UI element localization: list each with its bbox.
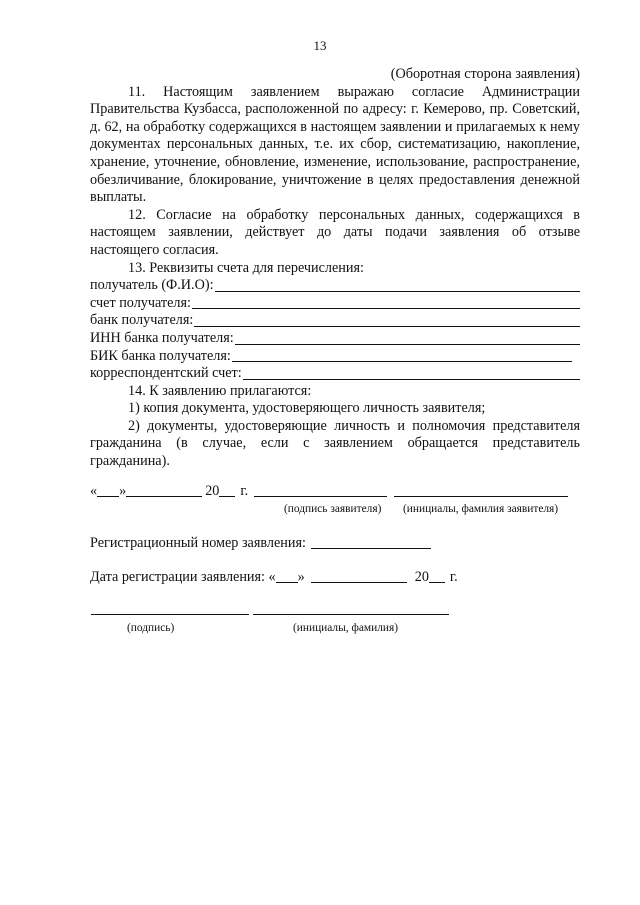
recipient-line[interactable] xyxy=(215,291,580,292)
reg-month-blank[interactable] xyxy=(311,581,407,583)
paragraph-14: 14. К заявлению прилагаются: xyxy=(128,382,312,399)
reg-day-blank[interactable] xyxy=(276,581,298,583)
page-number: 13 xyxy=(313,38,327,53)
attachment-item-1: 1) копия документа, удостоверяющего личность заявителя; xyxy=(128,400,486,417)
registration-number-line[interactable] xyxy=(311,547,431,549)
bank-line[interactable] xyxy=(194,326,580,327)
recipient-label: получатель (Ф.И.О): xyxy=(90,277,214,294)
paragraph-13: 13. Реквизиты счета для перечисления: xyxy=(128,259,364,276)
registrar-name-caption: (инициалы, фамилия) xyxy=(293,622,399,634)
applicant-signature-line[interactable] xyxy=(254,495,387,497)
account-label: счет получателя: xyxy=(90,294,191,311)
applicant-name-line[interactable] xyxy=(394,495,568,497)
reg-year-suffix: г. xyxy=(449,569,458,585)
corr-account-label: корреспондентский счет: xyxy=(90,365,242,382)
bik-line[interactable] xyxy=(232,361,572,362)
registrar-signature-line[interactable] xyxy=(91,614,249,615)
recipient-field[interactable] xyxy=(90,277,580,295)
bik-label: БИК банка получателя: xyxy=(90,347,231,364)
reg-quote-close: » xyxy=(297,569,305,585)
date-quote-close: » xyxy=(119,483,127,499)
paragraph-12: 12. Согласие на обработку персональных данных, содержащихся в настоящем заявлении, действует до даты подачи заявления об отзыве настоящего согласия. xyxy=(90,206,580,258)
inn-field[interactable] xyxy=(90,330,580,348)
bank-label: банк получателя: xyxy=(90,312,194,329)
reg-year-prefix: 20 xyxy=(414,569,429,585)
inn-label: ИНН банка получателя: xyxy=(90,329,234,346)
applicant-name-caption: (инициалы, фамилия заявителя) xyxy=(403,503,559,515)
application-back-side xyxy=(90,66,580,471)
inn-line[interactable] xyxy=(235,344,580,345)
registration-date-row xyxy=(90,569,580,586)
registrar-name-line[interactable] xyxy=(253,614,449,615)
corr-account-field[interactable] xyxy=(90,365,580,383)
applicant-signature-caption: (подпись заявителя) xyxy=(284,503,382,515)
year-suffix: г. xyxy=(240,483,249,499)
account-field[interactable] xyxy=(90,295,580,313)
year-blank[interactable] xyxy=(219,495,235,497)
bik-field[interactable] xyxy=(90,348,572,366)
applicant-signature-row xyxy=(90,483,580,500)
registration-number-row xyxy=(90,535,580,552)
registrar-signature-caption: (подпись) xyxy=(127,622,175,634)
registration-number-label: Регистрационный номер заявления: xyxy=(90,535,306,551)
corr-account-line[interactable] xyxy=(243,379,580,380)
month-blank[interactable] xyxy=(126,495,202,497)
date-quote-open: « xyxy=(90,483,98,499)
day-blank[interactable] xyxy=(97,495,119,497)
account-line[interactable] xyxy=(192,308,580,309)
header-note: (Оборотная сторона заявления) xyxy=(390,66,580,82)
year-prefix: 20 xyxy=(205,483,220,499)
reg-year-blank[interactable] xyxy=(429,581,445,583)
attachment-item-2: 2) документы, удостоверяющие личность и полномочия представителя гражданина (в случае, если с заявлением обращается представитель гражданина). xyxy=(90,417,580,470)
paragraph-11: 11. Настоящим заявлением выражаю согласие Администрации Правительства Кузбасса, расположенной по адресу: г. Кемерово, пр. Советский, д. 62, на обработку содержащихся в настоящем заявлении и прилагаемых к нему документах персональных данных, т.е. их сбор, систематизацию, накопление, хранение, уточнение, обновление, изменение, использование, распространение, обезличивание, блокирование, уничтожение в целях предоставления денежной выплаты. xyxy=(90,83,580,206)
bank-field[interactable] xyxy=(90,312,580,330)
registration-date-label: Дата регистрации заявления: « xyxy=(90,569,276,585)
